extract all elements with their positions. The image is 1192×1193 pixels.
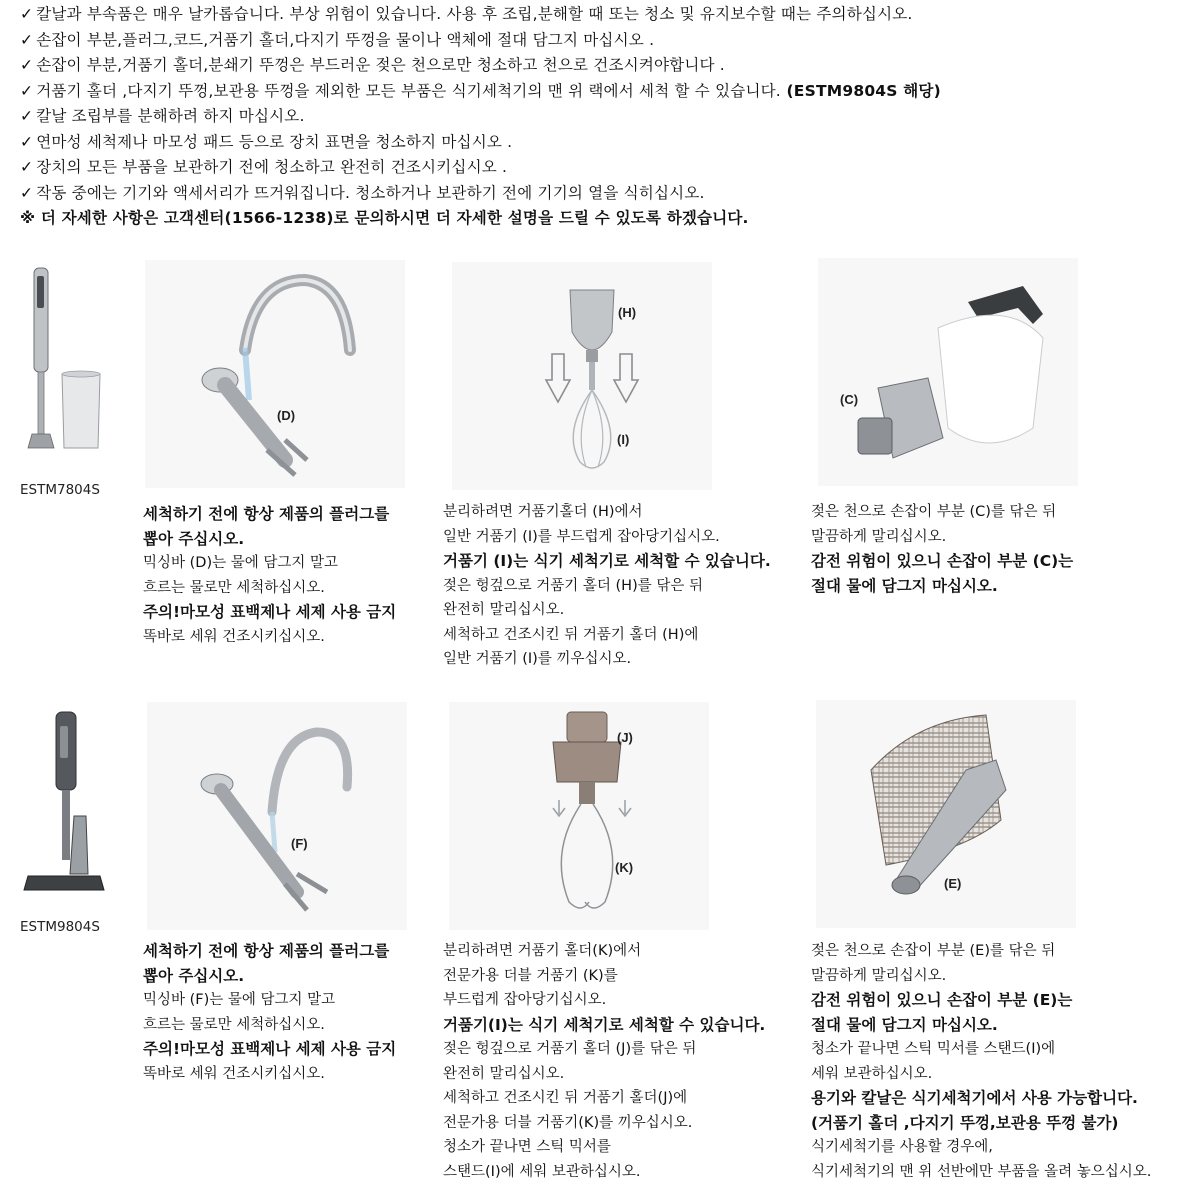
section1-instructions-col3: [811, 500, 1073, 598]
illustration-whisk-holder-h: [452, 262, 712, 490]
instruction-line: 식기세척기를 사용할 경우에,: [811, 1139, 993, 1155]
label-e: (E): [944, 876, 962, 891]
instruction-line: 청소가 끝나면 스틱 믹서를 스탠드(I)에: [811, 1041, 1056, 1057]
instruction-line: 감전 위험이 있으니 손잡이 부분 (E)는: [811, 991, 1073, 1009]
instruction-line: 젖은 천으로 손잡이 부분 (C)를 닦은 뒤: [811, 504, 1057, 520]
instruction-line: 거품기(I)는 식기 세척기로 세척할 수 있습니다.: [443, 1015, 766, 1034]
instruction-line: 용기와 칼날은 식기세척기에서 사용 가능합니다.: [811, 1089, 1138, 1107]
instruction-line: 세척하기 전에 항상 제품의 플러그를: [143, 505, 390, 523]
section2-instructions-col3: [811, 939, 1151, 1184]
instruction-line: 뽑아 주십시오.: [143, 529, 245, 548]
instruction-line: 똑바로 세워 건조시키십시오.: [143, 628, 325, 645]
instruction-line: 절대 물에 담그지 마십시오.: [811, 576, 998, 595]
instruction-line: 흐르는 물로만 세척하십시오.: [143, 1016, 325, 1033]
instruction-line: 뽑아 주십시오.: [143, 966, 245, 985]
check-mark-icon: ✓: [20, 107, 34, 125]
illustration-rinse-mixing-bar-f: [147, 702, 407, 930]
safety-note: [20, 155, 1180, 181]
section1-instructions-col2: [443, 500, 771, 672]
safety-note: [20, 28, 1180, 54]
label-c: (C): [840, 392, 859, 407]
safety-note-text: 칼날 조립부를 분해하려 하지 마십시오.: [36, 107, 305, 125]
instruction-line: 청소가 끝나면 스틱 믹서를: [443, 1139, 611, 1155]
check-mark-icon: ✓: [20, 30, 34, 49]
safety-note-text: 칼날과 부속품은 매우 날카롭습니다. 부상 위험이 있습니다. 사용 후 조립,분해할 때 또는 청소 및 유지보수할 때는 주의하십시오.: [36, 5, 913, 23]
instruction-line: 전문가용 더블 거품기(K)를 끼우십시오.: [443, 1114, 693, 1131]
safety-note-text: 거품기 홀더 ,다지기 뚜껑,보관용 뚜껑을 제외한 모든 부품은 식기세척기의 맨 위 랙에서 세척 할 수 있습니다.: [36, 81, 781, 100]
label-i: (I): [617, 432, 630, 447]
safety-note: [20, 53, 1180, 79]
safety-note: [20, 130, 1180, 156]
instruction-line: 믹싱바 (D)는 물에 담그지 말고: [143, 555, 338, 571]
instruction-line: 젖은 천으로 손잡이 부분 (E)를 닦은 뒤: [811, 943, 1056, 959]
check-mark-icon: ✓: [20, 56, 34, 74]
instruction-line: 일반 거품기 (I)를 끼우십시오.: [443, 651, 632, 667]
instruction-line: 식기세척기의 맨 위 선반에만 부품을 올려 놓으십시오.: [811, 1163, 1152, 1180]
instruction-line: 흐르는 물로만 세척하십시오.: [143, 579, 325, 596]
instruction-line: 세척하고 건조시킨 뒤 거품기 홀더 (H)에: [443, 626, 699, 643]
safety-note-text: 연마성 세척제나 마모성 패드 등으로 장치 표면을 청소하지 마십시오 .: [36, 132, 513, 151]
instruction-line: 감전 위험이 있으니 손잡이 부분 (C)는: [811, 552, 1074, 570]
product-name-estm9804s: ESTM9804S: [20, 919, 100, 935]
safety-note: [20, 104, 1180, 130]
instruction-line: 세워 보관하십시오.: [811, 1065, 933, 1082]
instruction-line: 세척하고 건조시킨 뒤 거품기 홀더(J)에: [443, 1090, 688, 1106]
illustration-wipe-handle-c: [818, 258, 1078, 486]
check-mark-icon: ✓: [20, 183, 34, 202]
instruction-line: 세척하기 전에 항상 제품의 플러그를: [143, 942, 390, 960]
label-f: (F): [291, 836, 308, 851]
instruction-line: 주의!마모성 표백제나 세제 사용 금지: [143, 1040, 397, 1058]
instruction-line: 스탠드(I)에 세워 보관하십시오.: [443, 1163, 641, 1180]
product-name-estm7804s: ESTM7804S: [20, 482, 100, 498]
safety-note-text: ※ 더 자세한 사항은 고객센터(1566-1238)로 문의하시면 더 자세한 설명을 드릴 수 있도록 하겠습니다.: [20, 209, 749, 227]
instruction-line: (거품기 홀더 ,다지기 뚜껑,보관용 뚜껑 불가): [811, 1113, 1119, 1132]
instruction-line: 분리하려면 거품기 홀더(K)에서: [443, 943, 642, 959]
section2-instructions-col1: [143, 939, 396, 1086]
instruction-line: 믹싱바 (F)는 물에 담그지 말고: [143, 992, 336, 1008]
safety-note-text: 장치의 모든 부품을 보관하기 전에 청소하고 완전히 건조시키십시오 .: [36, 158, 508, 176]
check-mark-icon: ✓: [20, 132, 34, 151]
instruction-line: 완전히 말리십시오.: [443, 602, 565, 618]
label-h: (H): [618, 305, 637, 320]
label-k: (K): [615, 860, 634, 875]
instruction-line: 주의!마모성 표백제나 세제 사용 금지: [143, 603, 397, 621]
instruction-line: 젖은 헝겊으로 거품기 홀더 (H)를 닦은 뒤: [443, 577, 703, 594]
safety-note-text: 작동 중에는 기기와 액세서리가 뜨거워집니다. 청소하거나 보관하기 전에 기기의 열을 식히십시오.: [36, 183, 705, 202]
product-image-estm9804s: [20, 706, 108, 900]
safety-note-text: 손잡이 부분,플러그,코드,거품기 홀더,다지기 뚜껑을 물이나 액체에 절대 담그지 마십시오 .: [36, 30, 655, 49]
safety-note: [20, 181, 1180, 207]
instruction-line: 똑바로 세워 건조시키십시오.: [143, 1065, 325, 1082]
instruction-line: 부드럽게 잡아당기십시오.: [443, 992, 607, 1008]
safety-note: [20, 2, 1180, 28]
safety-note: [20, 79, 1180, 105]
safety-note: [20, 206, 1180, 232]
instruction-line: 거품기 (I)는 식기 세척기로 세척할 수 있습니다.: [443, 552, 771, 570]
illustration-rinse-mixing-bar-d: [145, 260, 405, 488]
label-d: (D): [277, 408, 296, 423]
product-image-estm7804s: [20, 262, 108, 462]
safety-note-model: (ESTM9804S 해당): [780, 81, 941, 100]
instruction-line: 말끔하게 말리십시오.: [811, 967, 947, 984]
check-mark-icon: ✓: [20, 5, 34, 23]
illustration-whisk-holder-j: [449, 702, 709, 930]
check-mark-icon: ✓: [20, 81, 34, 100]
safety-notes: [20, 2, 1180, 232]
instruction-line: 일반 거품기 (I)를 부드럽게 잡아당기십시오.: [443, 528, 720, 545]
instruction-line: 절대 물에 담그지 마십시오.: [811, 1015, 998, 1034]
label-j: (J): [617, 730, 633, 745]
section2-instructions-col2: [443, 939, 765, 1184]
check-mark-icon: ✓: [20, 158, 34, 176]
instruction-line: 분리하려면 거품기홀더 (H)에서: [443, 504, 643, 520]
safety-note-text: 손잡이 부분,거품기 홀더,분쇄기 뚜껑은 부드러운 젖은 천으로만 청소하고 천으로 건조시켜야합니다 .: [36, 56, 725, 74]
instruction-line: 젖은 헝겊으로 거품기 홀더 (J)를 닦은 뒤: [443, 1041, 697, 1057]
instruction-line: 말끔하게 말리십시오.: [811, 528, 947, 545]
instruction-line: 완전히 말리십시오.: [443, 1065, 565, 1082]
section1-instructions-col1: [143, 502, 396, 649]
illustration-wipe-handle-e: [816, 700, 1076, 928]
instruction-line: 전문가용 더블 거품기 (K)를: [443, 967, 618, 984]
